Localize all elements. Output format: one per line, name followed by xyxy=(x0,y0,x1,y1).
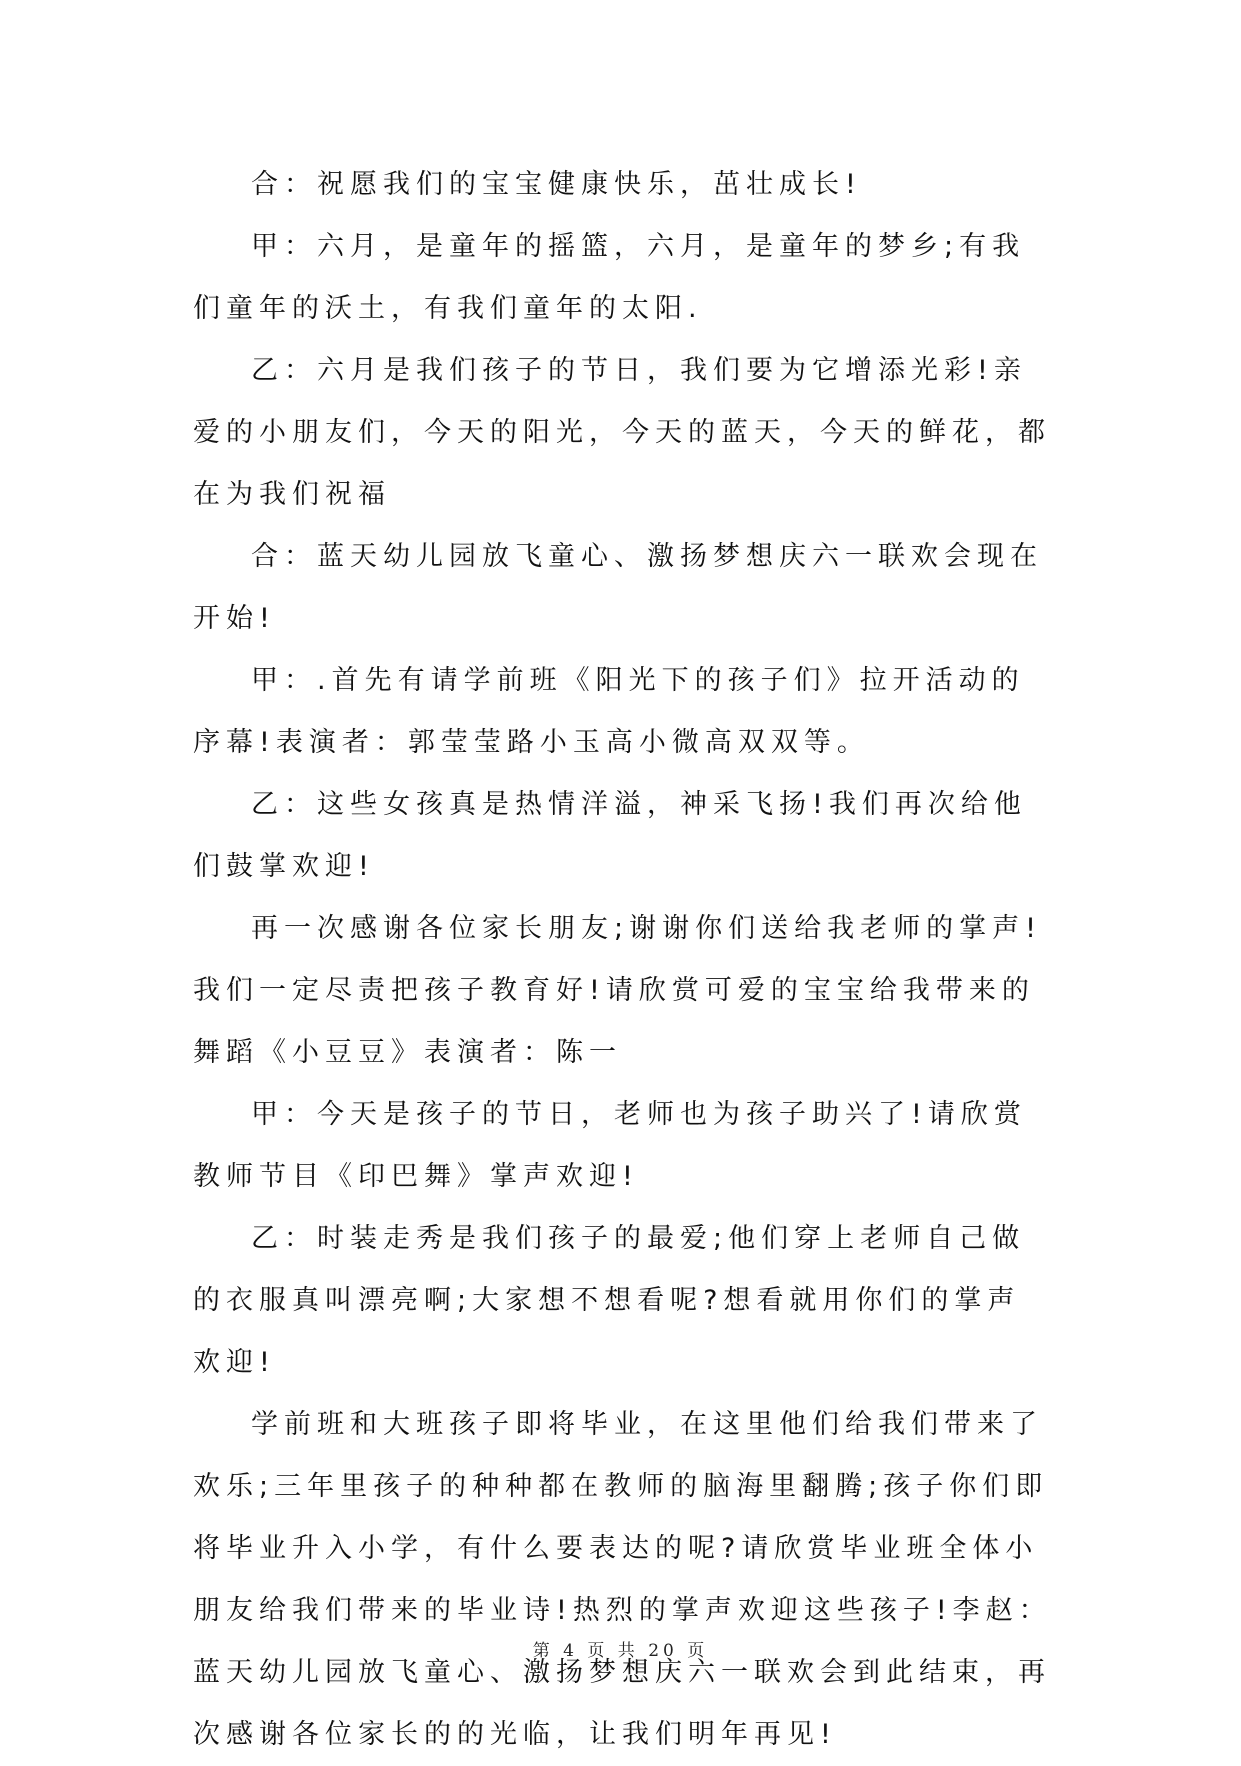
paragraph-3: 乙：六月是我们孩子的节日，我们要为它增添光彩!亲爱的小朋友们，今天的阳光，今天的蓝天，今天的鲜花，都在为我们祝福 xyxy=(193,355,1051,510)
paragraph-5: 甲：.首先有请学前班《阳光下的孩子们》拉开活动的序幕!表演者：郭莹莹路小玉高小微高双双等。 xyxy=(193,665,1025,758)
paragraph-2: 甲：六月，是童年的摇篮，六月，是童年的梦乡;有我们童年的沃土，有我们童年的太阳. xyxy=(193,231,1026,324)
paragraph-9: 乙：时装走秀是我们孩子的最爱;他们穿上老师自己做的衣服真叫漂亮啊;大家想不想看呢?想看就用你们的掌声欢迎! xyxy=(193,1223,1026,1378)
paragraph-6: 乙：这些女孩真是热情洋溢，神采飞扬!我们再次给他们鼓掌欢迎! xyxy=(193,789,1027,882)
paragraph-8: 甲：今天是孩子的节日，老师也为孩子助兴了!请欣赏教师节目《印巴舞》掌声欢迎! xyxy=(193,1099,1027,1192)
paragraph-1: 合：祝愿我们的宝宝健康快乐，茁壮成长! xyxy=(251,169,862,200)
paragraph-4: 合：蓝天幼儿园放飞童心、激扬梦想庆六一联欢会现在开始! xyxy=(193,541,1043,634)
page-footer: 第 4 页 共 20 页 xyxy=(532,1641,709,1661)
document-body xyxy=(193,154,1053,1766)
paragraph-7: 再一次感谢各位家长朋友;谢谢你们送给我老师的掌声!我们一定尽责把孩子教育好!请欣赏可爱的宝宝给我带来的舞蹈《小豆豆》表演者：陈一 xyxy=(193,913,1042,1068)
paragraph-10: 学前班和大班孩子即将毕业，在这里他们给我们带来了欢乐;三年里孩子的种种都在教师的脑海里翻腾;孩子你们即将毕业升入小学，有什么要表达的呢?请欣赏毕业班全体小朋友给我们带来的毕业诗!热烈的掌声欢迎这些孩子!李赵：蓝天幼儿园放飞童心、激扬梦想庆六一联欢会到此结束，再次感谢各位家长的的光临，让我们明年再见! xyxy=(193,1409,1052,1750)
